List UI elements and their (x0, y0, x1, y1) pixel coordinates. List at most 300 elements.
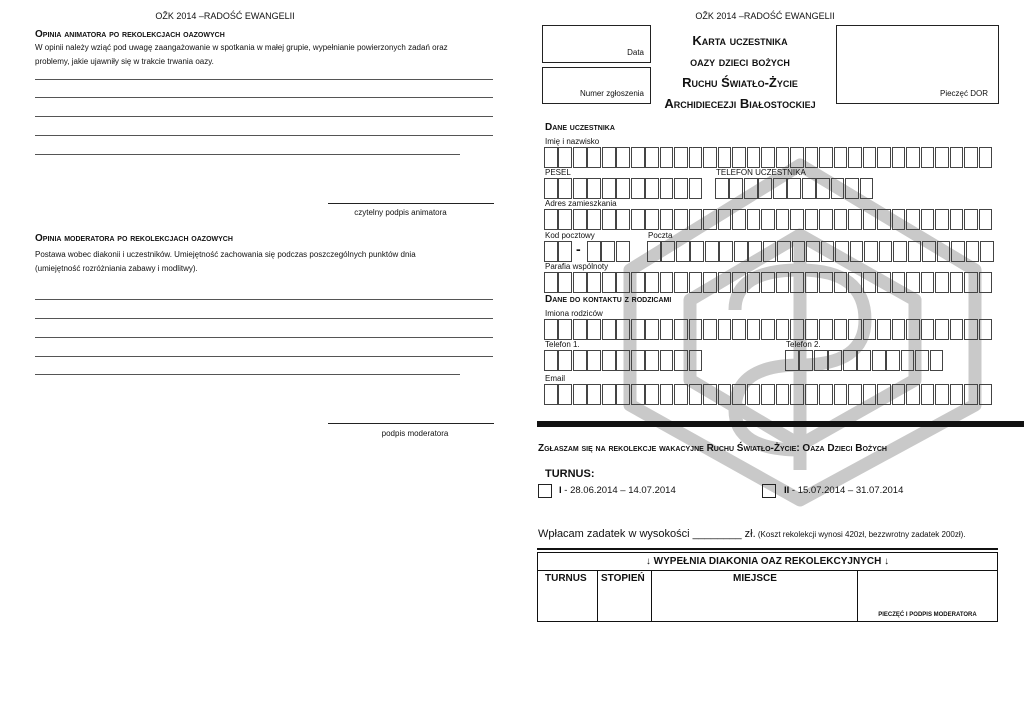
character-cell[interactable] (732, 272, 746, 293)
character-cell[interactable] (729, 178, 743, 199)
character-cell[interactable] (951, 241, 965, 262)
character-cell[interactable] (872, 350, 886, 371)
moderator-stamp-caption: PIECZĘĆ I PODPIS MODERATORA (878, 612, 977, 618)
moderator-writing-line[interactable] (35, 337, 493, 338)
character-cell[interactable] (544, 272, 558, 293)
character-cell[interactable] (863, 319, 877, 340)
character-cell[interactable] (761, 209, 775, 230)
character-cell[interactable] (558, 272, 572, 293)
character-cell[interactable] (703, 209, 717, 230)
character-cell[interactable] (761, 147, 775, 168)
character-cell[interactable] (776, 272, 790, 293)
character-cell[interactable] (879, 241, 893, 262)
character-cell[interactable] (843, 350, 857, 371)
character-cell[interactable] (761, 384, 775, 405)
card-title-line: Ruchu Światło-Życie (682, 75, 798, 90)
character-cell[interactable] (930, 350, 944, 371)
character-cell[interactable] (689, 319, 703, 340)
character-cell[interactable] (732, 384, 746, 405)
postal-code-prefix-field[interactable] (544, 241, 573, 262)
table-divider (597, 570, 598, 621)
character-cell[interactable] (573, 384, 587, 405)
character-cell[interactable] (734, 241, 748, 262)
character-cell[interactable] (703, 272, 717, 293)
character-cell[interactable] (573, 350, 587, 371)
character-cell[interactable] (602, 147, 616, 168)
character-cell[interactable] (848, 209, 862, 230)
character-cell[interactable] (819, 384, 833, 405)
character-cell[interactable] (602, 350, 616, 371)
character-cell[interactable] (616, 350, 630, 371)
character-cell[interactable] (573, 272, 587, 293)
character-cell[interactable] (715, 178, 729, 199)
character-cell[interactable] (964, 272, 978, 293)
character-cell[interactable] (718, 147, 732, 168)
address-label: Adres zamieszkania (545, 199, 617, 208)
postal-code-dash: - (576, 241, 581, 257)
character-cell[interactable] (689, 209, 703, 230)
registration-number-box[interactable] (542, 67, 651, 104)
character-cell[interactable] (805, 209, 819, 230)
turnus-2-number: II (784, 485, 790, 496)
character-cell[interactable] (848, 272, 862, 293)
character-cell[interactable] (616, 319, 630, 340)
character-cell[interactable] (906, 147, 920, 168)
animator-desc-line-2: problemy, jakie ujawniły się w trakcie trwania oazy. (35, 57, 214, 66)
moderator-writing-line[interactable] (35, 318, 493, 319)
character-cell[interactable] (892, 272, 906, 293)
character-cell[interactable] (979, 384, 993, 405)
character-cell[interactable] (863, 272, 877, 293)
character-cell[interactable] (921, 209, 935, 230)
character-cell[interactable] (860, 178, 874, 199)
character-cell[interactable] (631, 178, 645, 199)
character-cell[interactable] (935, 209, 949, 230)
character-cell[interactable] (906, 272, 920, 293)
postal-code-label: Kod pocztowy (545, 231, 595, 240)
character-cell[interactable] (908, 241, 922, 262)
character-cell[interactable] (645, 147, 659, 168)
header-left: OŽK 2014 –RADOŚĆ EWANGELII (155, 11, 295, 21)
character-cell[interactable] (892, 147, 906, 168)
animator-opinion-desc (35, 41, 505, 69)
character-cell[interactable] (747, 384, 761, 405)
dor-stamp-label: Pieczęć DOR (939, 89, 988, 98)
turnus-1-number: I (559, 485, 562, 496)
character-cell[interactable] (718, 384, 732, 405)
character-cell[interactable] (602, 209, 616, 230)
moderator-opinion-title: Opinia moderatora po rekolekcjach oazowych (35, 233, 233, 244)
parents-names-label: Imiona rodziców (545, 309, 603, 318)
character-cell[interactable] (877, 319, 891, 340)
character-cell[interactable] (816, 178, 830, 199)
character-cell[interactable] (950, 147, 964, 168)
character-cell[interactable] (921, 319, 935, 340)
character-cell[interactable] (758, 178, 772, 199)
character-cell[interactable] (863, 147, 877, 168)
character-cell[interactable] (558, 147, 572, 168)
character-cell[interactable] (848, 319, 862, 340)
participant-phone-field[interactable] (715, 178, 874, 199)
email-field[interactable] (544, 384, 993, 405)
character-cell[interactable] (602, 178, 616, 199)
character-cell[interactable] (979, 147, 993, 168)
character-cell[interactable] (763, 241, 777, 262)
character-cell[interactable] (877, 147, 891, 168)
character-cell[interactable] (689, 178, 703, 199)
character-cell[interactable] (857, 350, 871, 371)
character-cell[interactable] (744, 178, 758, 199)
character-cell[interactable] (845, 178, 859, 199)
character-cell[interactable] (747, 272, 761, 293)
character-cell[interactable] (616, 209, 630, 230)
parents-names-field[interactable] (544, 319, 993, 340)
character-cell[interactable] (660, 178, 674, 199)
character-cell[interactable] (748, 241, 762, 262)
character-cell[interactable] (544, 384, 558, 405)
character-cell[interactable] (863, 384, 877, 405)
character-cell[interactable] (587, 272, 601, 293)
character-cell[interactable] (718, 209, 732, 230)
character-cell[interactable] (819, 272, 833, 293)
section-divider (537, 421, 1024, 427)
character-cell[interactable] (785, 350, 799, 371)
moderator-writing-line[interactable] (35, 299, 493, 300)
character-cell[interactable] (732, 209, 746, 230)
character-cell[interactable] (964, 209, 978, 230)
turnus-2-dates: - 15.07.2014 – 31.07.2014 (789, 485, 904, 496)
character-cell[interactable] (819, 147, 833, 168)
character-cell[interactable] (835, 241, 849, 262)
character-cell[interactable] (777, 241, 791, 262)
character-cell[interactable] (906, 319, 920, 340)
character-cell[interactable] (631, 384, 645, 405)
character-cell[interactable] (689, 272, 703, 293)
post-office-label: Poczta (648, 231, 673, 240)
character-cell[interactable] (573, 209, 587, 230)
character-cell[interactable] (950, 384, 964, 405)
character-cell[interactable] (661, 241, 675, 262)
animator-opinion-title: Opinia animatora po rekolekcjach oazowych (35, 29, 225, 40)
moderator-desc-line-1: Postawa wobec diakonii i uczestników. Umiejętność zachowania się podczas poszczególnych punktów dnia (35, 250, 416, 259)
character-cell[interactable] (922, 241, 936, 262)
character-cell[interactable] (850, 241, 864, 262)
character-cell[interactable] (660, 209, 674, 230)
character-cell[interactable] (831, 178, 845, 199)
character-cell[interactable] (877, 384, 891, 405)
turnus-2-checkbox[interactable] (762, 484, 776, 498)
character-cell[interactable] (892, 319, 906, 340)
character-cell[interactable] (602, 319, 616, 340)
character-cell[interactable] (915, 350, 929, 371)
name-label: Imię i nazwisko (545, 137, 600, 146)
character-cell[interactable] (761, 272, 775, 293)
character-cell[interactable] (790, 209, 804, 230)
character-cell[interactable] (660, 384, 674, 405)
col-turnus: TURNUS (545, 573, 587, 584)
character-cell[interactable] (935, 147, 949, 168)
character-cell[interactable] (964, 319, 978, 340)
character-cell[interactable] (834, 147, 848, 168)
col-miejsce: MIEJSCE (733, 573, 777, 584)
participant-section-title: Dane uczestnika (545, 122, 615, 133)
character-cell[interactable] (587, 178, 601, 199)
character-cell[interactable] (964, 147, 978, 168)
animator-writing-line[interactable] (35, 154, 460, 155)
character-cell[interactable] (979, 272, 993, 293)
character-cell[interactable] (732, 147, 746, 168)
character-cell[interactable] (616, 178, 630, 199)
character-cell[interactable] (631, 272, 645, 293)
character-cell[interactable] (906, 384, 920, 405)
animator-signature-label: czytelny podpis animatora (354, 208, 447, 217)
character-cell[interactable] (864, 241, 878, 262)
character-cell[interactable] (676, 241, 690, 262)
character-cell[interactable] (544, 350, 558, 371)
character-cell[interactable] (776, 384, 790, 405)
character-cell[interactable] (587, 350, 601, 371)
character-cell[interactable] (573, 178, 587, 199)
character-cell[interactable] (877, 272, 891, 293)
turnus-1-dates: - 28.06.2014 – 14.07.2014 (561, 485, 676, 496)
phone1-label: Telefon 1. (545, 340, 580, 349)
character-cell[interactable] (901, 350, 915, 371)
character-cell[interactable] (645, 209, 659, 230)
character-cell[interactable] (877, 209, 891, 230)
character-cell[interactable] (848, 384, 862, 405)
character-cell[interactable] (602, 272, 616, 293)
table-divider (651, 570, 652, 621)
character-cell[interactable] (834, 319, 848, 340)
character-cell[interactable] (674, 178, 688, 199)
character-cell[interactable] (790, 384, 804, 405)
character-cell[interactable] (645, 350, 659, 371)
character-cell[interactable] (660, 350, 674, 371)
character-cell[interactable] (674, 319, 688, 340)
character-cell[interactable] (773, 178, 787, 199)
character-cell[interactable] (558, 319, 572, 340)
character-cell[interactable] (805, 272, 819, 293)
character-cell[interactable] (558, 209, 572, 230)
phone2-field[interactable] (785, 350, 944, 371)
character-cell[interactable] (848, 147, 862, 168)
character-cell[interactable] (631, 350, 645, 371)
character-cell[interactable] (544, 147, 558, 168)
character-cell[interactable] (674, 272, 688, 293)
character-cell[interactable] (645, 384, 659, 405)
character-cell[interactable] (834, 384, 848, 405)
turnus-label: TURNUS: (545, 468, 595, 480)
character-cell[interactable] (935, 384, 949, 405)
character-cell[interactable] (674, 147, 688, 168)
character-cell[interactable] (616, 241, 630, 262)
character-cell[interactable] (631, 209, 645, 230)
character-cell[interactable] (558, 178, 572, 199)
character-cell[interactable] (805, 384, 819, 405)
character-cell[interactable] (645, 319, 659, 340)
character-cell[interactable] (761, 319, 775, 340)
character-cell[interactable] (587, 384, 601, 405)
character-cell[interactable] (674, 350, 688, 371)
character-cell[interactable] (587, 147, 601, 168)
phone2-label: Telefon 2. (786, 340, 821, 349)
post-office-field[interactable] (647, 241, 995, 262)
character-cell[interactable] (964, 384, 978, 405)
character-cell[interactable] (718, 272, 732, 293)
character-cell[interactable] (703, 384, 717, 405)
character-cell[interactable] (689, 384, 703, 405)
card-title-line: Karta uczestnika (692, 33, 788, 48)
character-cell[interactable] (821, 241, 835, 262)
character-cell[interactable] (787, 178, 801, 199)
character-cell[interactable] (558, 384, 572, 405)
character-cell[interactable] (790, 272, 804, 293)
character-cell[interactable] (937, 241, 951, 262)
character-cell[interactable] (573, 319, 587, 340)
character-cell[interactable] (645, 178, 659, 199)
parish-field[interactable] (544, 272, 993, 293)
character-cell[interactable] (747, 319, 761, 340)
character-cell[interactable] (935, 272, 949, 293)
character-cell[interactable] (573, 147, 587, 168)
character-cell[interactable] (674, 209, 688, 230)
animator-writing-line[interactable] (35, 97, 493, 98)
character-cell[interactable] (834, 272, 848, 293)
character-cell[interactable] (790, 319, 804, 340)
character-cell[interactable] (544, 241, 558, 262)
character-cell[interactable] (616, 147, 630, 168)
character-cell[interactable] (602, 384, 616, 405)
character-cell[interactable] (806, 241, 820, 262)
character-cell[interactable] (747, 209, 761, 230)
character-cell[interactable] (980, 241, 994, 262)
name-field[interactable] (544, 147, 993, 168)
character-cell[interactable] (979, 319, 993, 340)
character-cell[interactable] (674, 384, 688, 405)
date-box[interactable] (542, 25, 651, 63)
character-cell[interactable] (950, 319, 964, 340)
character-cell[interactable] (690, 241, 704, 262)
character-cell[interactable] (776, 147, 790, 168)
character-cell[interactable] (979, 209, 993, 230)
character-cell[interactable] (660, 272, 674, 293)
animator-writing-line[interactable] (35, 135, 493, 136)
character-cell[interactable] (802, 178, 816, 199)
character-cell[interactable] (805, 319, 819, 340)
character-cell[interactable] (776, 209, 790, 230)
character-cell[interactable] (689, 350, 703, 371)
animator-writing-line[interactable] (35, 79, 493, 80)
diakonia-header: ↓ WYPEŁNIA DIAKONIA OAZ REKOLEKCYJNYCH ↓ (538, 553, 997, 571)
character-cell[interactable] (544, 178, 558, 199)
character-cell[interactable] (705, 241, 719, 262)
character-cell[interactable] (863, 209, 877, 230)
character-cell[interactable] (805, 147, 819, 168)
deposit-note: (Koszt rekolekcji wynosi 420zł, bezzwrotny zadatek 200zł). (755, 530, 966, 539)
moderator-writing-line[interactable] (35, 374, 460, 375)
character-cell[interactable] (689, 147, 703, 168)
character-cell[interactable] (921, 384, 935, 405)
character-cell[interactable] (747, 147, 761, 168)
character-cell[interactable] (732, 319, 746, 340)
parish-label: Parafia wspólnoty (545, 262, 609, 271)
character-cell[interactable] (718, 319, 732, 340)
character-cell[interactable] (631, 147, 645, 168)
character-cell[interactable] (703, 319, 717, 340)
character-cell[interactable] (776, 319, 790, 340)
moderator-desc-line-2: (umiejętność rozróżniania zabawy i modlitwy). (35, 264, 198, 273)
parents-section-title: Dane do kontaktu z rodzicami (545, 294, 672, 305)
animator-writing-line[interactable] (35, 116, 493, 117)
character-cell[interactable] (819, 319, 833, 340)
character-cell[interactable] (647, 241, 661, 262)
registration-number-label: Numer zgłoszenia (579, 89, 644, 98)
character-cell[interactable] (892, 209, 906, 230)
character-cell[interactable] (892, 384, 906, 405)
dor-stamp-box[interactable] (836, 25, 999, 104)
character-cell[interactable] (587, 241, 601, 262)
character-cell[interactable] (799, 350, 813, 371)
character-cell[interactable] (921, 147, 935, 168)
character-cell[interactable] (966, 241, 980, 262)
character-cell[interactable] (558, 241, 572, 262)
character-cell[interactable] (616, 272, 630, 293)
character-cell[interactable] (828, 350, 842, 371)
pesel-label: PESEL (545, 168, 571, 177)
animator-signature-line[interactable] (328, 203, 494, 204)
character-cell[interactable] (660, 147, 674, 168)
pesel-field[interactable] (544, 178, 703, 199)
character-cell[interactable] (906, 209, 920, 230)
turnus-1-option (559, 485, 676, 496)
participant-phone-label: TELEFON UCZESTNIKA (716, 168, 806, 177)
character-cell[interactable] (631, 319, 645, 340)
character-cell[interactable] (587, 319, 601, 340)
deposit-main: Wpłacam zadatek w wysokości ________ zł. (538, 528, 756, 540)
character-cell[interactable] (790, 147, 804, 168)
character-cell[interactable] (719, 241, 733, 262)
character-cell[interactable] (935, 319, 949, 340)
character-cell[interactable] (645, 272, 659, 293)
moderator-signature-line[interactable] (328, 423, 494, 424)
character-cell[interactable] (587, 209, 601, 230)
character-cell[interactable] (616, 384, 630, 405)
postal-code-suffix-field[interactable] (587, 241, 630, 262)
character-cell[interactable] (601, 241, 615, 262)
character-cell[interactable] (814, 350, 828, 371)
character-cell[interactable] (950, 272, 964, 293)
character-cell[interactable] (792, 241, 806, 262)
address-field[interactable] (544, 209, 993, 230)
character-cell[interactable] (819, 209, 833, 230)
character-cell[interactable] (893, 241, 907, 262)
turnus-1-checkbox[interactable] (538, 484, 552, 498)
character-cell[interactable] (921, 272, 935, 293)
moderator-opinion-desc (35, 248, 505, 276)
character-cell[interactable] (703, 147, 717, 168)
header-right: OŽK 2014 –RADOŚĆ EWANGELII (695, 11, 835, 21)
moderator-writing-line[interactable] (35, 356, 493, 357)
character-cell[interactable] (558, 350, 572, 371)
character-cell[interactable] (834, 209, 848, 230)
phone1-field[interactable] (544, 350, 703, 371)
character-cell[interactable] (886, 350, 900, 371)
diakonia-top-rule (537, 548, 998, 550)
character-cell[interactable] (660, 319, 674, 340)
character-cell[interactable] (544, 209, 558, 230)
character-cell[interactable] (950, 209, 964, 230)
character-cell[interactable] (544, 319, 558, 340)
